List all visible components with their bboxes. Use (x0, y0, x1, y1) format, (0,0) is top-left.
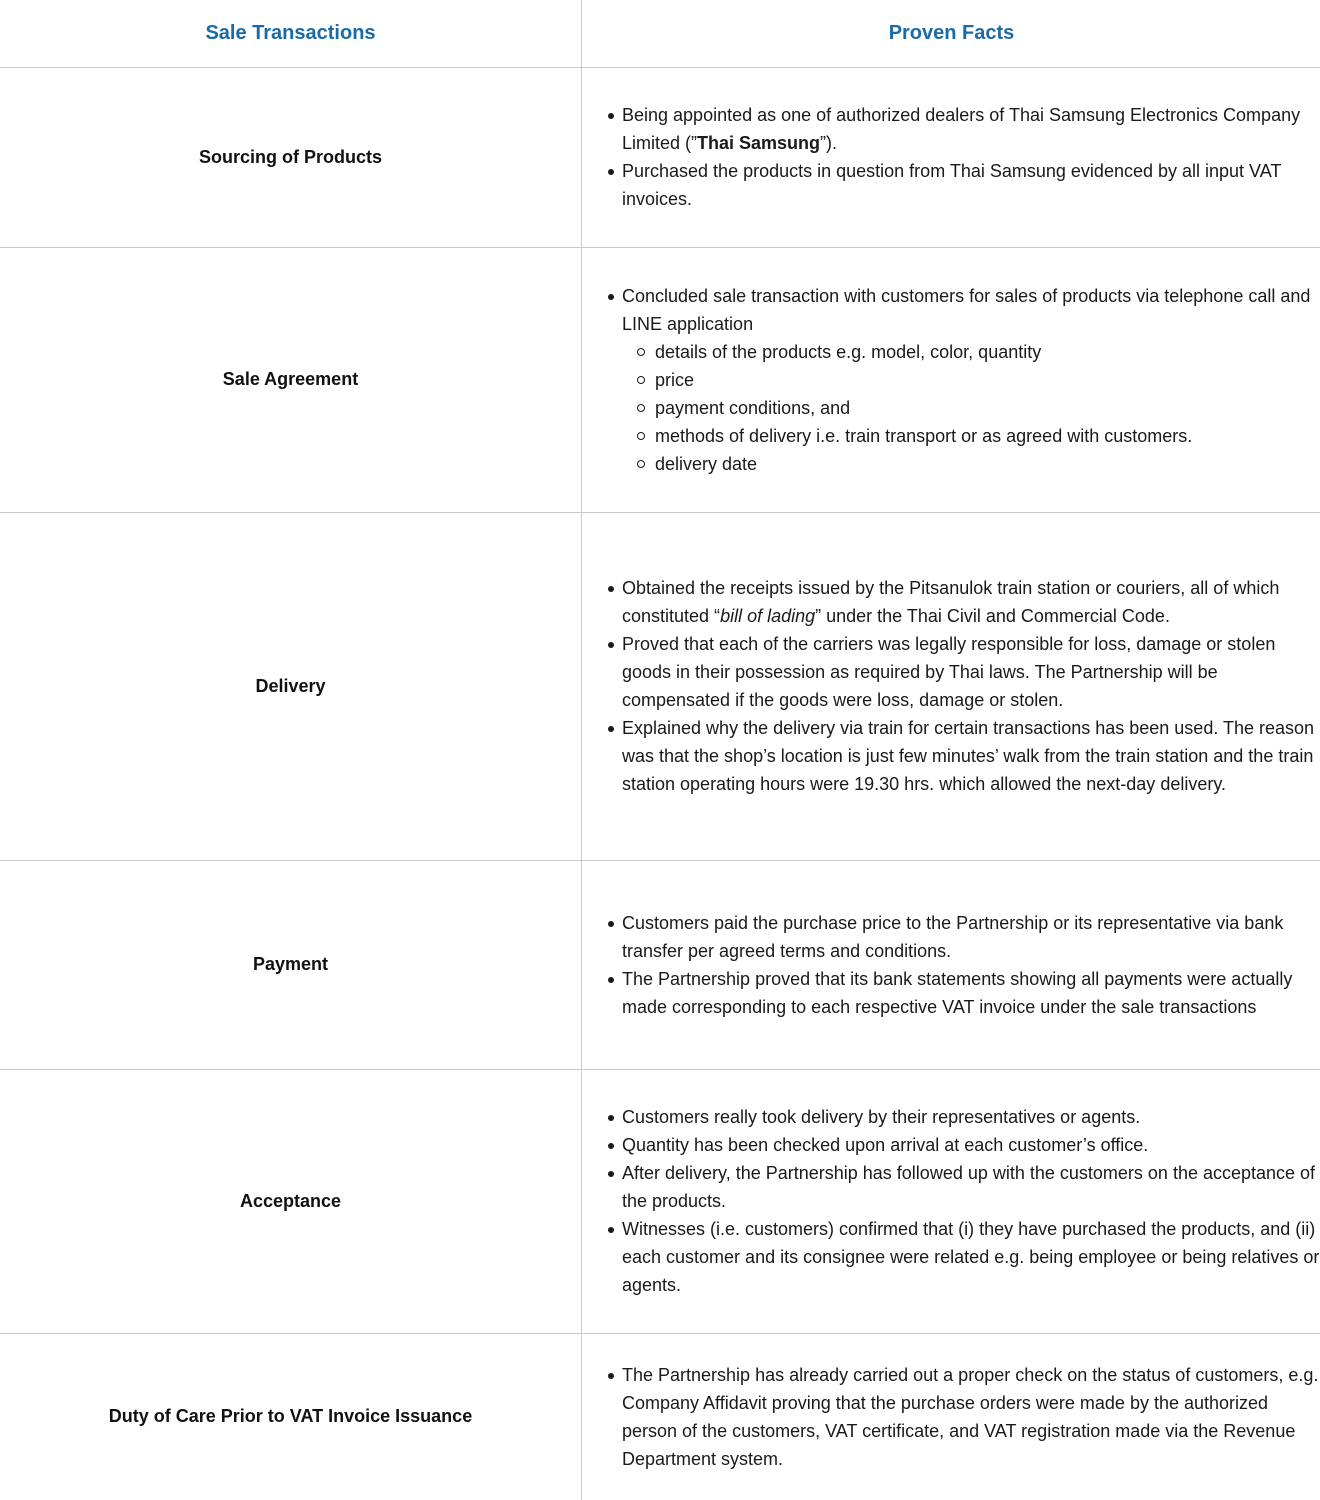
sub-list-item: payment conditions, and (655, 394, 1320, 422)
list-item: The Partnership proved that its bank statements showing all payments were actually made corresponding to each respective VAT invoice under the sale transactions (622, 965, 1320, 1021)
facts-list (582, 282, 1320, 478)
italic-term: bill of lading (720, 606, 816, 626)
facts-list (582, 101, 1320, 213)
sub-list-item: details of the products e.g. model, color, quantity (655, 338, 1320, 366)
row-label-delivery: Delivery (255, 675, 326, 696)
sub-list-item: price (655, 366, 1320, 394)
list-item: The Partnership has already carried out a proper check on the status of customers, e.g. Company Affidavit proving that the purchase orders were made by the authorized person of the customers, VAT certificate, and VAT registration made via the Revenue Department system. (622, 1361, 1320, 1473)
list-item: Proved that each of the carriers was legally responsible for loss, damage or stolen goods in their possession as required by Thai laws. The Partnership will be compensated if the goods were loss, damage or stolen. (622, 630, 1320, 714)
header-proven-facts: Proven Facts (582, 0, 1320, 67)
list-item: Customers paid the purchase price to the Partnership or its representative via bank transfer per agreed terms and conditions. (622, 909, 1320, 965)
facts-list (582, 574, 1320, 798)
row-label-duty-of-care: Duty of Care Prior to VAT Invoice Issuance (108, 1406, 473, 1427)
sub-list-item: methods of delivery i.e. train transport or as agreed with customers. (655, 422, 1320, 450)
row-label-payment: Payment (252, 954, 329, 974)
table-row (0, 512, 1320, 860)
list-item: Explained why the delivery via train for certain transactions has been used. The reason was that the shop’s location is just few minutes’ walk from the train station and the train station operating hours were 19.30 hrs. which allowed the next-day delivery. (622, 714, 1320, 798)
list-item: Customers really took delivery by their representatives or agents. (622, 1103, 1320, 1131)
list-item: Witnesses (i.e. customers) confirmed that (i) they have purchased the products, and (ii) each customer and its consignee were related e.g. being employee or being relatives or agents. (622, 1215, 1320, 1299)
table-row (0, 1333, 1320, 1500)
table-row (0, 860, 1320, 1069)
row-label-sourcing: Sourcing of Products (198, 146, 382, 167)
table-row (0, 67, 1320, 247)
facts-list (582, 1103, 1320, 1299)
list-item: Concluded sale transaction with customers for sales of products via telephone call and LINE application details of the products e.g. model, color, quantity price payment conditions, and methods of delivery i.e. train transport or as agreed with customers. delivery date (622, 282, 1320, 478)
row-label-acceptance: Acceptance (239, 1190, 342, 1211)
facts-list (582, 909, 1320, 1021)
sub-list (622, 338, 1320, 478)
header-sale-transactions: Sale Transactions (0, 0, 582, 67)
list-item: Quantity has been checked upon arrival at each customer’s office. (622, 1131, 1320, 1159)
list-item: Obtained the receipts issued by the Pitsanulok train station or couriers, all of which constituted “bill of lading” under the Thai Civil and Commercial Code. (622, 574, 1320, 630)
row-label-sale-agreement: Sale Agreement (222, 369, 359, 389)
table-header-row (0, 0, 1320, 67)
list-item: Purchased the products in question from Thai Samsung evidenced by all input VAT invoices. (622, 157, 1320, 213)
list-item: Being appointed as one of authorized dealers of Thai Samsung Electronics Company Limited (”Thai Samsung”). (622, 101, 1320, 157)
table-row (0, 1069, 1320, 1333)
sub-list-item: delivery date (655, 450, 1320, 478)
table-row (0, 247, 1320, 512)
list-item: After delivery, the Partnership has followed up with the customers on the acceptance of the products. (622, 1159, 1320, 1215)
facts-list (582, 1361, 1320, 1473)
bold-term: Thai Samsung (697, 133, 821, 153)
